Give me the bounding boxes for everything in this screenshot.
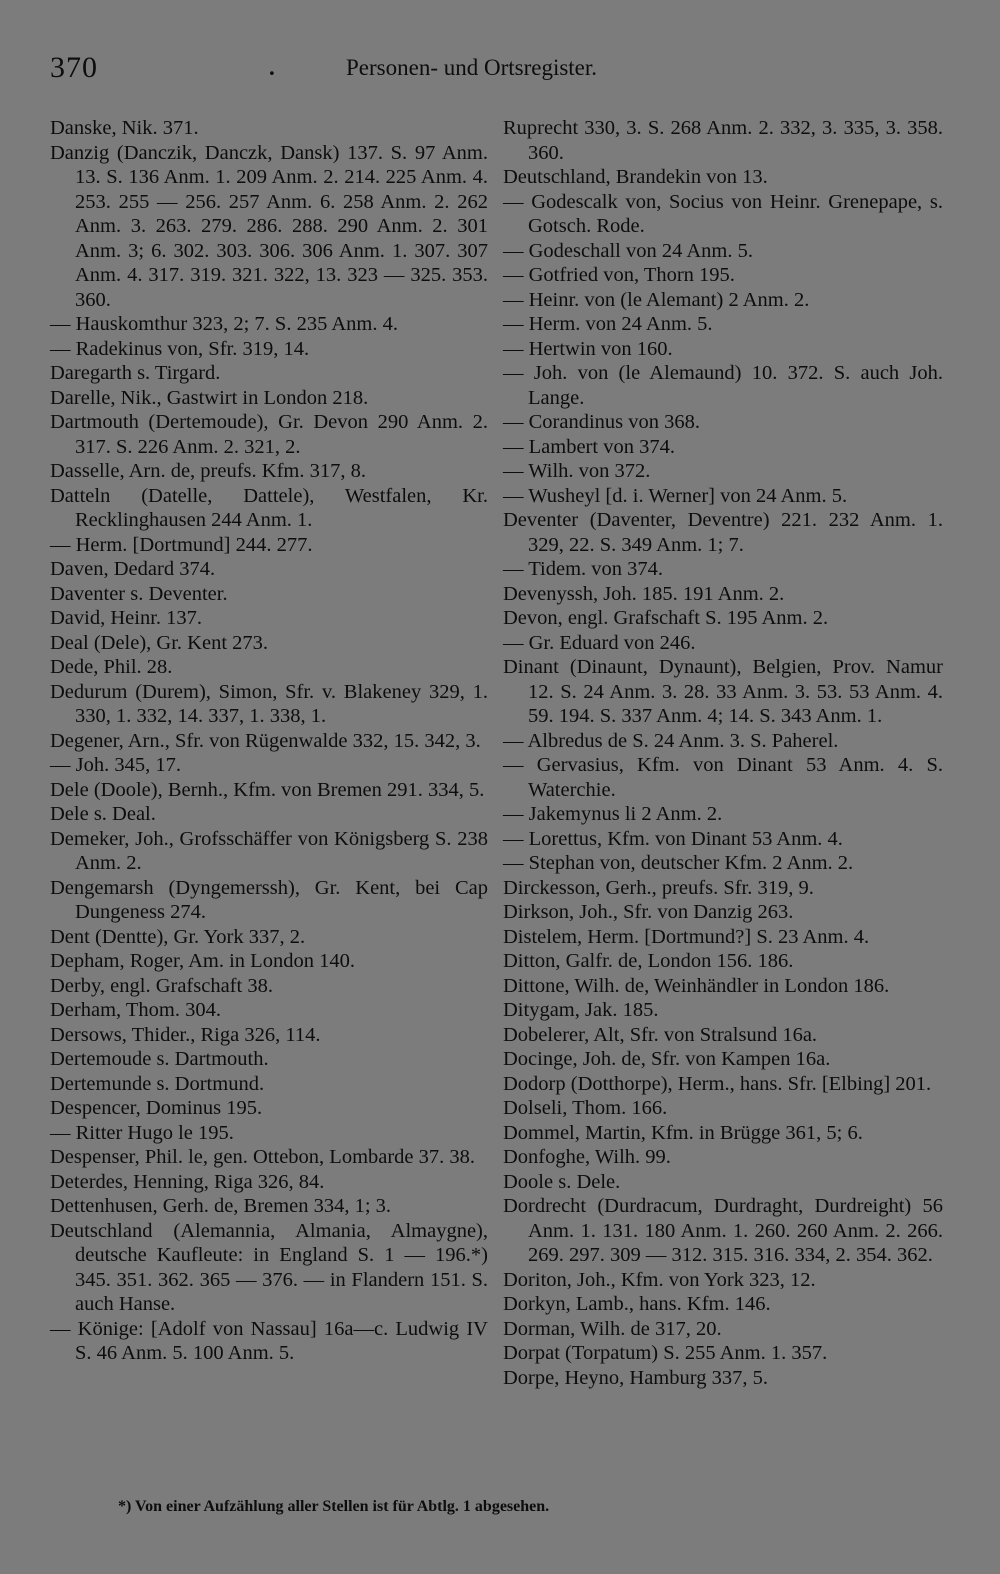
index-entry: — Gervasius, Kfm. von Dinant 53 Anm. 4. S. Waterchie. <box>503 754 943 801</box>
index-entry: Dedurum (Durem), Simon, Sfr. v. Blakeney 329, 1. 330, 1. 332, 14. 337, 1. 338, 1. <box>50 680 488 727</box>
page-number: 370 <box>50 51 98 84</box>
index-entry: Daregarth s. Tirgard. <box>50 362 221 384</box>
index-entry: — Heinr. von (le Alemant) 2 Anm. 2. <box>503 288 810 311</box>
index-entry: — Hauskomthur 323, 2; 7. S. 235 Anm. 4. <box>50 313 398 335</box>
right-column <box>503 116 943 1390</box>
index-entry: — Godescalk von, Socius von Heinr. Grenepape, s. Gotsch. Rode. <box>503 190 943 237</box>
index-entry: Doole s. Dele. <box>503 1170 621 1193</box>
index-entry: — Joh. von (le Alemaund) 10. 372. S. auch Joh. Lange. <box>503 362 943 409</box>
index-entry: — Corandinus von 368. <box>503 411 701 433</box>
index-entry: Dorkyn, Lamb., hans. Kfm. 146. <box>503 1293 771 1315</box>
index-entry: Dertemoude s. Dartmouth. <box>50 1048 269 1070</box>
index-entry: — Lorettus, Kfm. von Dinant 53 Anm. 4. <box>503 827 843 850</box>
index-entry: Despencer, Dominus 195. <box>50 1097 263 1119</box>
index-entry: — Stephan von, deutscher Kfm. 2 Anm. 2. <box>503 852 854 874</box>
header-dot: . <box>269 55 275 80</box>
index-entry: Dent (Dentte), Gr. York 337, 2. <box>50 925 306 948</box>
index-entry: Darelle, Nik., Gastwirt in London 218. <box>50 386 369 409</box>
index-entry: Doriton, Joh., Kfm. von York 323, 12. <box>503 1268 816 1291</box>
index-entry: Ruprecht 330, 3. S. 268 Anm. 2. 332, 3. 335, 3. 358. 360. <box>503 117 943 164</box>
index-entry: Dettenhusen, Gerh. de, Bremen 334, 1; 3. <box>50 1195 392 1217</box>
index-entry: Datteln (Datelle, Dattele), Westfalen, Kr. Recklinghausen 244 Anm. 1. <box>50 484 488 531</box>
running-head: Personen- und Ortsregister. <box>346 55 598 80</box>
index-entry: — Jakemynus li 2 Anm. 2. <box>503 803 723 825</box>
index-entry: David, Heinr. 137. <box>50 607 203 629</box>
index-entry: Devenyssh, Joh. 185. 191 Anm. 2. <box>503 582 785 605</box>
index-entry: Ditygam, Jak. 185. <box>503 999 659 1021</box>
index-entry: Dartmouth (Dertemoude), Gr. Devon 290 Anm. 2. 317. S. 226 Anm. 2. 321, 2. <box>50 411 488 458</box>
index-entry: Dengemarsh (Dyngemerssh), Gr. Kent, bei Cap Dungeness 274. <box>50 876 488 923</box>
index-entry: Dede, Phil. 28. <box>50 656 173 678</box>
index-entry: Docinge, Joh. de, Sfr. von Kampen 16a. <box>503 1048 831 1070</box>
index-entry: — Gr. Eduard von 246. <box>503 631 696 654</box>
index-entry: Donfoghe, Wilh. 99. <box>503 1146 671 1168</box>
index-entry: Dodorp (Dotthorpe), Herm., hans. Sfr. [Elbing] 201. <box>503 1072 932 1095</box>
index-entry: Dersows, Thider., Riga 326, 114. <box>50 1023 321 1046</box>
index-entry: Devon, engl. Grafschaft S. 195 Anm. 2. <box>503 607 829 629</box>
index-entry: Deterdes, Henning, Riga 326, 84. <box>50 1170 325 1193</box>
index-entry: — Hertwin von 160. <box>503 337 673 360</box>
index-entry: — Radekinus von, Sfr. 319, 14. <box>50 337 310 360</box>
left-column <box>50 116 488 1366</box>
index-entry: Dinant (Dinaunt, Dynaunt), Belgien, Prov. Namur 12. S. 24 Anm. 3. 28. 33 Anm. 3. 53. 53 Anm. 4. 59. 194. S. 337 Anm. 4; 14. S. 343 Anm. 1. <box>503 656 943 727</box>
index-entry: Dittone, Wilh. de, Weinhändler in London 186. <box>503 974 890 997</box>
index-entry: Depham, Roger, Am. in London 140. <box>50 950 355 972</box>
index-entry: — Könige: [Adolf von Nassau] 16a—c. Ludwig IV S. 46 Anm. 5. 100 Anm. 5. <box>50 1317 488 1364</box>
index-entry: Deutschland (Alemannia, Almania, Almaygne), deutsche Kaufleute: in England S. 1 — 196.*) 345. 351. 362. 365 — 376. — in Flandern 151. S. auch Hanse. <box>50 1219 488 1315</box>
index-entry: Deutschland, Brandekin von 13. <box>503 166 768 188</box>
index-entry: — Herm. [Dortmund] 244. 277. <box>50 533 313 556</box>
index-entry: Daventer s. Deventer. <box>50 582 228 605</box>
index-entry: — Wilh. von 372. <box>503 460 651 482</box>
index-entry: Ditton, Galfr. de, London 156. 186. <box>503 950 794 972</box>
index-entry: Deal (Dele), Gr. Kent 273. <box>50 631 269 654</box>
footnote: *) Von einer Aufzählung aller Stellen ist für Abtlg. 1 abgesehen. <box>118 1498 550 1515</box>
index-entry: Dordrecht (Durdracum, Durdraght, Durdreight) 56 Anm. 1. 131. 180 Anm. 1. 260. 260 Anm. 2. 266. 269. 297. 309 — 312. 315. 316. 334, 2. 354. 362. <box>503 1195 943 1266</box>
index-entry: — Albredus de S. 24 Anm. 3. S. Paherel. <box>503 729 839 752</box>
index-entry: Derham, Thom. 304. <box>50 999 221 1021</box>
index-entry: Daven, Dedard 374. <box>50 558 216 580</box>
index-entry: Deventer (Daventer, Deventre) 221. 232 Anm. 1. 329, 22. S. 349 Anm. 1; 7. <box>503 509 943 556</box>
index-entry: Despenser, Phil. le, gen. Ottebon, Lombarde 37. 38. <box>50 1146 476 1168</box>
index-entry: Dolseli, Thom. 166. <box>503 1097 668 1119</box>
index-entry: Demeker, Joh., Grofsschäffer von Königsberg S. 238 Anm. 2. <box>50 827 488 874</box>
index-entry: Dorpat (Torpatum) S. 255 Anm. 1. 357. <box>503 1342 828 1364</box>
index-entry: — Tidem. von 374. <box>503 558 664 580</box>
index-entry: Dele s. Deal. <box>50 803 156 825</box>
index-entry: Danske, Nik. 371. <box>50 117 199 139</box>
index-entry: Degener, Arn., Sfr. von Rügenwalde 332, 15. 342, 3. <box>50 729 481 752</box>
index-entry: Dorman, Wilh. de 317, 20. <box>503 1317 722 1340</box>
index-entry: — Ritter Hugo le 195. <box>50 1121 234 1144</box>
index-entry: Dasselle, Arn. de, preufs. Kfm. 317, 8. <box>50 460 366 482</box>
index-entry: Derby, engl. Grafschaft 38. <box>50 974 273 997</box>
index-entry: Dobelerer, Alt, Sfr. von Stralsund 16a. <box>503 1023 818 1046</box>
index-entry: — Wusheyl [d. i. Werner] von 24 Anm. 5. <box>503 484 848 507</box>
index-entry: — Godeschall von 24 Anm. 5. <box>503 239 753 262</box>
index-entry: — Gotfried von, Thorn 195. <box>503 264 735 286</box>
index-entry: Dirckesson, Gerh., preufs. Sfr. 319, 9. <box>503 876 814 899</box>
index-entry: Danzig (Danczik, Danczk, Dansk) 137. S. 97 Anm. 13. S. 136 Anm. 1. 209 Anm. 2. 214. 225 Anm. 4. 253. 255 — 256. 257 Anm. 6. 258 Anm. 2. 262 Anm. 3. 263. 279. 286. 288. 290 Anm. 2. 301 Anm. 3; 6. 302. 303. 306. 306 Anm. 1. 307. 307 Anm. 4. 317. 319. 321. 322, 13. 323 — 325. 353. 360. <box>50 141 488 311</box>
index-entry: Dorpe, Heyno, Hamburg 337, 5. <box>503 1366 768 1389</box>
index-entry: Dirkson, Joh., Sfr. von Danzig 263. <box>503 901 794 923</box>
index-entry: — Joh. 345, 17. <box>50 754 181 776</box>
index-entry: Dommel, Martin, Kfm. in Brügge 361, 5; 6. <box>503 1121 863 1144</box>
index-entry: Dertemunde s. Dortmund. <box>50 1072 265 1095</box>
index-entry: — Lambert von 374. <box>503 435 675 458</box>
index-entry: Distelem, Herm. [Dortmund?] S. 23 Anm. 4. <box>503 925 870 948</box>
index-entry: Dele (Doole), Bernh., Kfm. von Bremen 291. 334, 5. <box>50 778 485 801</box>
index-entry: — Herm. von 24 Anm. 5. <box>503 313 713 335</box>
